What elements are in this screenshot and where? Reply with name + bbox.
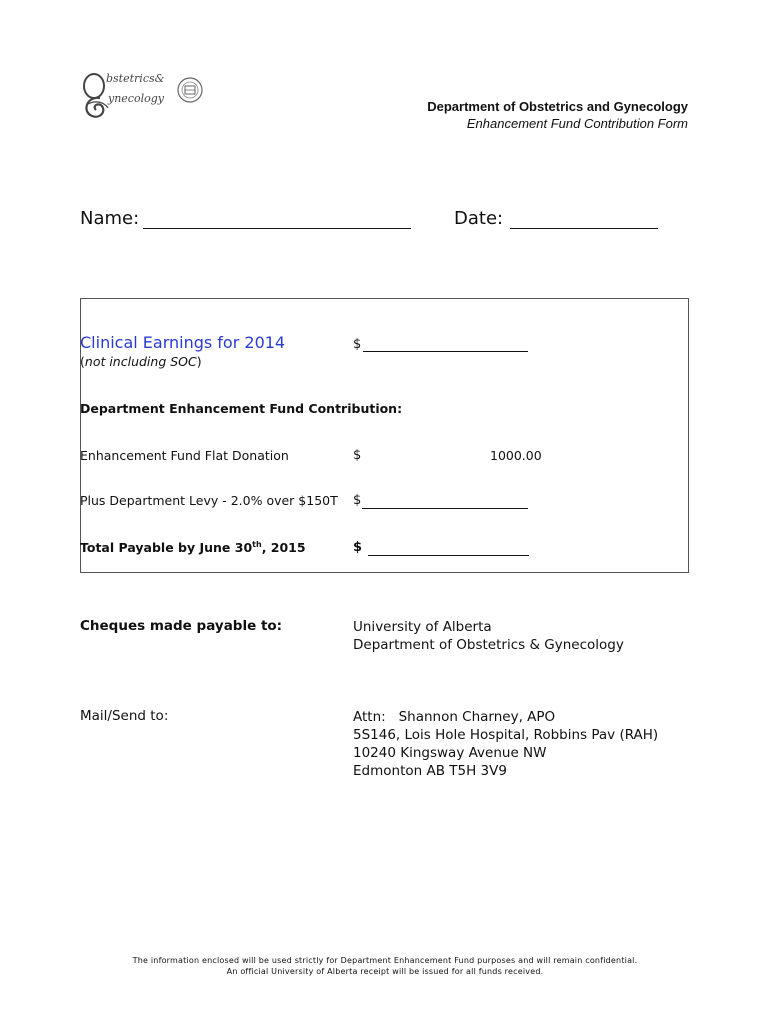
mail-label: Mail/Send to:	[80, 708, 169, 724]
footer-receipt-note: An official University of Alberta receipt will be issued for all funds received.	[226, 967, 544, 976]
date-field[interactable]	[510, 228, 658, 229]
department-logo	[80, 68, 210, 122]
levy-field[interactable]	[362, 508, 528, 509]
clinical-earnings-label: Clinical Earnings for 2014	[80, 333, 286, 352]
date-label: Date:	[454, 208, 504, 229]
section-heading: Department Enhancement Fund Contribution:	[80, 401, 403, 416]
clinical-dollar-sign: $	[353, 337, 362, 352]
mail-address-line2: 10240 Kingsway Avenue NW	[353, 745, 547, 761]
clinical-earnings-field[interactable]	[363, 351, 528, 352]
flat-donation-dollar-sign: $	[353, 448, 362, 463]
cheques-label: Cheques made payable to:	[80, 618, 283, 634]
mail-attn: Attn: Shannon Charney, APO	[353, 709, 556, 725]
name-label: Name:	[80, 208, 140, 229]
svg-text:bstetrics&: bstetrics&	[106, 72, 165, 85]
name-field[interactable]	[143, 228, 411, 229]
levy-dollar-sign: $	[353, 493, 362, 508]
form-title: Enhancement Fund Contribution Form	[466, 116, 688, 131]
svg-text:ynecology: ynecology	[108, 92, 164, 105]
flat-donation-label: Enhancement Fund Flat Donation	[80, 448, 289, 463]
total-dollar-sign: $	[353, 540, 363, 555]
levy-label: Plus Department Levy - 2.0% over $150T	[80, 493, 338, 508]
flat-donation-amount: 1000.00	[490, 448, 542, 463]
footer-confidentiality-note: The information enclosed will be used strictly for Department Enhancement Fund purposes and will remain confidential.	[132, 956, 638, 965]
total-label-main: Total Payable by June 30	[80, 540, 253, 556]
total-label-sup: th	[252, 540, 262, 549]
total-payable-field[interactable]	[368, 555, 529, 556]
clinical-note-text: not including SOC	[84, 354, 197, 369]
cheques-payee-line2: Department of Obstetrics & Gynecology	[353, 637, 624, 653]
department-title: Department of Obstetrics and Gynecology	[427, 99, 688, 114]
clinical-earnings-note: (not including SOC)	[80, 354, 202, 369]
mail-address-line1: 5S146, Lois Hole Hospital, Robbins Pav (RAH)	[353, 727, 659, 743]
total-label-year: , 2015	[261, 540, 306, 556]
mail-address-line3: Edmonton AB T5H 3V9	[353, 763, 507, 779]
cheques-payee-line1: University of Alberta	[353, 619, 492, 635]
total-payable-label	[80, 540, 306, 555]
